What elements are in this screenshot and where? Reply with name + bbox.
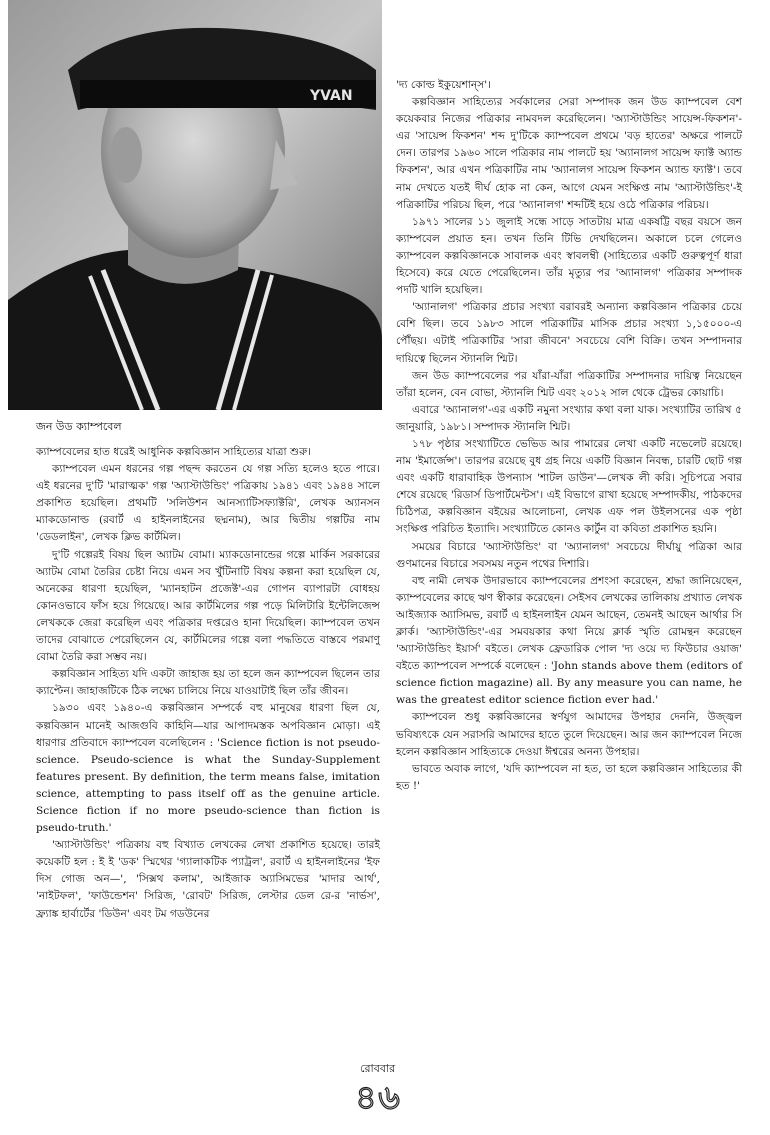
portrait-photo: [8, 0, 382, 410]
paragraph: কল্পবিজ্ঞান সাহিত্য যদি একটা জাহাজ হয় তা হলে জন ক্যাম্পবেল ছিলেন তার ক্যাপ্টেন। জাহাজটিকে ঠিক লক্ষ্যে চালিয়ে নিয়ে যাওয়াটাই ছিল তাঁর জীবন।: [36, 668, 380, 698]
paragraph: ১৯৩০ এবং ১৯৪০-এ কল্পবিজ্ঞান সম্পর্কে বহু মানুষের ধারণা ছিল যে, কল্পবিজ্ঞান মানেই আজগুবি কাহিনি—যার আপাদমস্তক অপবিজ্ঞান মোড়া। এই ধারণার প্রতিবাদে ক্যাম্পবেল বলেছিলেন : 'Science fiction is not pseudo-science. Pseudo-science is what the Sunday-Supplement features present. By definition, the term means false, imitation science, attempting to pass itself off as the genuine article. Science fiction if no more pseudo-science than fiction is pseudo-truth.': [36, 702, 380, 835]
paragraph: এবারে 'অ্যানালগ'-এর একটি নমুনা সংখ্যার কথা বলা যাক। সংখ্যাটির তারিখ ৫ জানুয়ারি, ১৯৮১। সম্পাদক স্ট্যানলি শ্মিট।: [396, 403, 742, 433]
paragraph: ক্যাম্পবেল শুধু কল্পবিজ্ঞানের স্বর্ণযুগ আমাদের উপহার দেননি, উজ্জ্বল ভবিষ্যৎকে যেন সরাসরি আমাদের হাতে তুলে দিয়েছেন। আর জন ক্যাম্পবেল নিজে হলেন কল্পবিজ্ঞান সাহিত্যকে দেওয়া ঈশ্বরের অনন্য উপহার।: [396, 711, 742, 758]
paragraph: সময়ের বিচারে 'অ্যাস্টাউন্ডিং' বা 'অ্যানালগ' সবচেয়ে দীর্ঘায়ু পত্রিকা আর গুণমানের বিচারে সবসময় নতুন পথের দিশারি।: [396, 540, 742, 570]
portrait-illustration: [8, 0, 382, 410]
paragraph: ক্যাম্পবেল এমন ধরনের গল্প পছন্দ করতেন যে গল্প সত্যি হলেও হতে পারে। এই ধরনের দু'টি 'মারাত্মক' গল্প 'অ্যাস্টাউন্ডিং' পত্রিকায় ১৯৪১ এবং ১৯৪৪ সালে প্রকাশিত হয়েছিল। প্রথমটি 'সলিউশন আনস্যাটিসফ্যাক্টরি', লেখক অ্যানসন ম্যাকডোনাল্ড (রবার্ট এ হাইনলাইনের ছদ্মনাম), আর দ্বিতীয় গল্পটির নাম 'ডেডলাইন', লেখক ক্লিভ কার্টমিল।: [36, 463, 380, 544]
paragraph: বহু নামী লেখক উদারভাবে ক্যাম্পবেলের প্রশংসা করেছেন, শ্রদ্ধা জানিয়েছেন, ক্যাম্পবেলের কাছে ঋণ স্বীকার করেছেন। সেইসব লেখকের তালিকায় প্রখ্যাত লেখক আইজ্যাক অ্যাসিমভ, রবার্ট এ হাইনলাইন যেমন আছেন, তেমনই আছেন আর্থার সি ক্লার্ক। 'অ্যাস্টাউন্ডিং'-এর সমবয়কার কথা নিয়ে ক্লার্ক স্মৃতি রোমন্থন করেছেন 'অ্যাস্টাউন্ডিং ইয়ার্স' বইতে। লেখক ফ্রেডারিক পোল 'দ্য ওয়ে দ্য ফিউচার ওয়াজ' বইতে ক্যাম্পবেল সম্পর্কে বলেছেন : 'John stands above them (editors of science fiction magazine) all. By any measure you can name, he was the greatest editor science fiction ever had.': [396, 574, 742, 707]
paragraph: ১৭৮ পৃষ্ঠার সংখ্যাটিতে ভেভিড আর পামারের লেখা একটি নভেলেট রয়েছে। নাম 'ইমার্জেন্স'। তারপর রয়েছে বুধ গ্রহ নিয়ে একটি বিজ্ঞান নিবন্ধ, চারটি ছোট গল্প এবং একটি ধারাবাহিক উপন্যাস 'শাটল ডাউন'—লেখক লী করি। সূচিপত্রে সবার শেষে রয়েছে 'রিডার্স ডিপার্টমেন্টস'। এই বিভাগে রাখা হয়েছে সম্পাদকীয়, পাঠকদের চিঠিপত্র, কল্পবিজ্ঞান বইয়ের আলোচনা, লেখক এফ পল উইলসনের এক পৃষ্ঠা সংক্ষিপ্ত পরিচিত ইত্যাদি। সংখ্যাটিতে কোনও কার্টুন বা কবিতা প্রকাশিত হয়নি।: [396, 437, 742, 536]
left-column: [36, 444, 380, 923]
paragraph: দু'টি গল্পেরই বিষয় ছিল অ্যাটম বোমা। ম্যাকডোনান্ডের গল্পে মার্কিন সরকারের অ্যাটম বোমা তৈরির চেষ্টা নিয়ে এমন সব খুঁটিনাটি বিষয় কল্পনা করা হয়েছিল যে, অনেকের ধারণা হয়েছিল, 'ম্যানহাটন প্রজেক্ট'-এর গোপন ব্যাপারটা বোধহয় কোনওভাবে ফাঁস হয়ে গিয়েছে। আর কার্টমিলের গল্প পড়ে মিলিটারি ইন্টেলিজেন্স লেখককে জেরা করেছিল এবং পত্রিকার দপ্তরেও হানা দিয়েছিল। ক্যাম্পবেল তখন তাদের বোঝাতে পেরেছিলেন যে, কার্টমিলের গল্পে বলা পদ্ধতিতে বাস্তবে পরমাণু বোমা তৈরি করা সম্ভব নয়।: [36, 548, 380, 664]
paragraph: জন উড ক্যাম্পবেলের পর যাঁরা-যাঁরা পত্রিকাটির সম্পাদনার দায়িত্ব নিয়েছেন তাঁরা হলেন, বেন বোভা, স্ট্যানলি শ্মিট এবং ২০১২ সাল থেকে ট্রেভর কোয়াচি।: [396, 369, 742, 399]
paragraph: ১৯৭১ সালের ১১ জুলাই সন্ধে সাড়ে সাতটায় মাত্র একষট্টি বছর বয়সে জন ক্যাম্পবেল প্রয়াত হন। তখন তিনি টিভি দেখছিলেন। অকালে চলে গেলেও ক্যাম্পবেল কল্পবিজ্ঞানকে সাবালক এবং স্বাবলম্বী (সাহিত্যের একটি গুরুত্বপূর্ণ ধারা হিসেবে) করে যেতে পেরেছিলেন। তাঁর মৃত্যুর পর 'অ্যানালগ' পত্রিকার সম্পাদক পদটি খালি হয়েছিল।: [396, 215, 742, 297]
paragraph: ক্যাম্পবেলের হাত ধরেই আধুনিক কল্পবিজ্ঞান সাহিত্যের যাত্রা শুরু।: [36, 446, 311, 458]
magazine-name: রোববার: [360, 1062, 396, 1075]
page-number: ৪৬: [354, 1078, 402, 1118]
paragraph: 'অ্যাস্টাউন্ডিং' পত্রিকায় বহু বিখ্যাত লেখকের লেখা প্রকাশিত হয়েছে। তারই কয়েকটি হল : ই ই 'ডক' স্মিথের 'গ্যালাকটিক প্যাট্রল', রবার্ট এ হাইনলাইনের 'ইফ দিস গোজ অন—', 'সিক্সথ কলাম', আইজাক অ্যাসিমভের 'মাদার আর্থ', 'নাইটফল', 'ফাউন্ডেশন' সিরিজ, 'রোবট' সিরিজ, লেস্টার ডেল রে-র 'নার্ভস', ফ্র্যাঙ্ক হার্বার্টের 'ডিউন' এবং টম গডউনের: [36, 839, 380, 920]
paragraph: 'অ্যানালগ' পত্রিকার প্রচার সংখ্যা বরাবরই অন্যান্য কল্পবিজ্ঞান পত্রিকার চেয়ে বেশি ছিল। তবে ১৯৮৩ সালে পত্রিকাটির মাসিক প্রচার সংখ্যা ১,১৫০০০-এ পৌঁছয়। এটাই পত্রিকাটির 'সারা জীবনে' সবচেয়ে বেশি বিক্রি। তখন সম্পাদনার দায়িত্বে ছিলেন স্ট্যানলি শ্মিট।: [396, 301, 742, 365]
cap-band-text: YVAN: [310, 88, 353, 104]
photo-caption: জন উড ক্যাম্পবেল: [36, 420, 122, 433]
paragraph: 'দ্য কোল্ড ইকুয়েশান্‌স'।: [396, 79, 491, 91]
right-column: [396, 77, 742, 795]
paragraph: কল্পবিজ্ঞান সাহিত্যের সর্বকালের সেরা সম্পাদক জন উড ক্যাম্পবেল বেশ কয়েকবার নিজের পত্রিকার নামবদল করেছিলেন। 'অ্যাস্টাউন্ডিং সায়েন্স-ফিকশন'-এর 'সায়েন্স ফিকশন' শব্দ দু'টিকে ক্যাম্পবেল প্রথমে 'বড় হাতের' অক্ষরে পালটে দেন। তারপর ১৯৬০ সালে পত্রিকার নাম পালটে হয় 'অ্যানালগ সায়েন্স ফ্যাক্ট অ্যান্ড ফিকশন', আর এখন পত্রিকাটির নাম 'অ্যানালগ সায়েন্স ফিকশন অ্যান্ড ফ্যাক্ট'। তবে নাম দেখতে যতই দীর্ঘ হোক না কেন, আগে যেমন সংক্ষিপ্ত নাম 'অ্যাস্টাউন্ডিং'-ই পত্রিকাটির পরিচয় ছিল, পরে 'অ্যানালগ' শব্দটিই হয়ে ওঠে পত্রিকার পরিচয়।: [396, 96, 742, 211]
paragraph: ভাবতে অবাক লাগে, 'যদি ক্যাম্পবেল না হত, তা হলে কল্পবিজ্ঞান সাহিত্যের কী হত !': [396, 762, 742, 792]
